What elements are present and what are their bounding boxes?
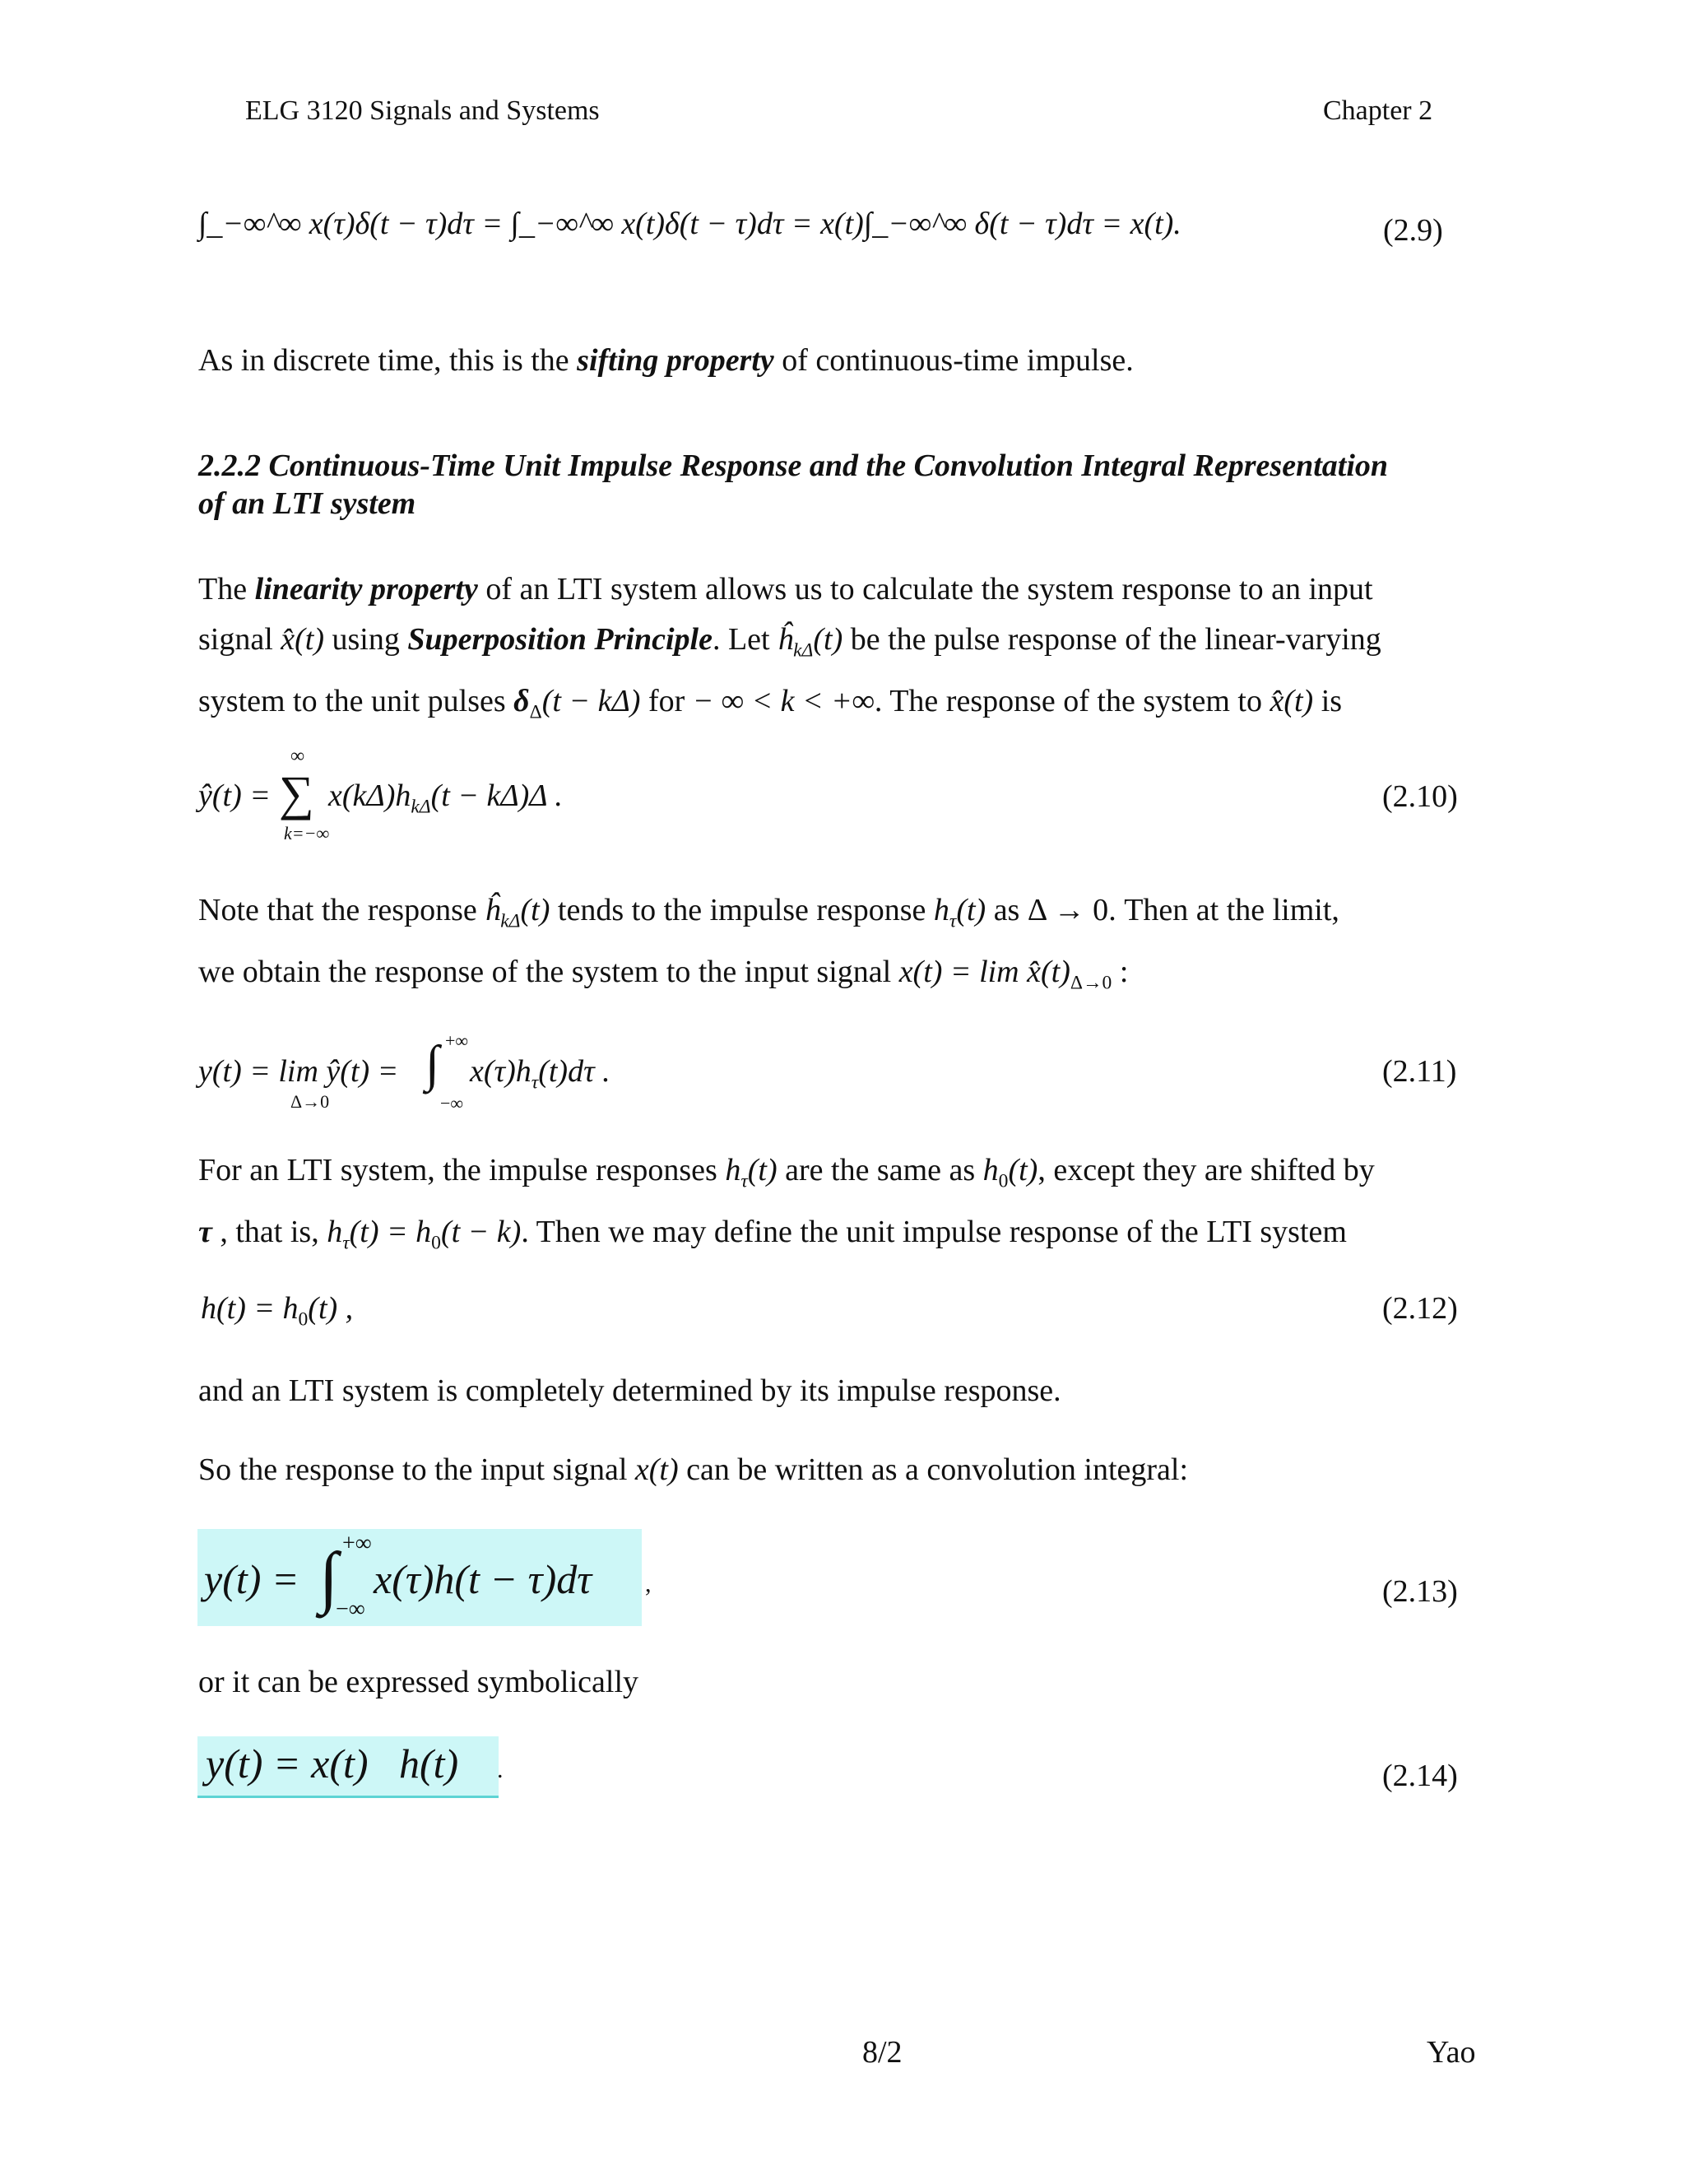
section-heading-line1: 2.2.2 Continuous-Time Unit Impulse Response and the Convolution Integral Representation [198, 448, 1389, 483]
header-course: ELG 3120 Signals and Systems [245, 95, 600, 126]
footer-author: Yao [1427, 2035, 1476, 2070]
equation-number-2-11: (2.11) [1382, 1054, 1457, 1089]
section-heading [198, 447, 1482, 523]
equation-2-14: y(t) = x(t) h(t) [206, 1740, 459, 1787]
symbolic-paragraph: or it can be expressed symbolically [198, 1665, 639, 1699]
equation-number-2-14: (2.14) [1382, 1759, 1458, 1793]
linearity-paragraph: The linearity property of an LTI system allows us to calculate the system response to an input signal x̂(t) using Superposition Principle. Let $ĥ_{k\Delta}(t)$ be the pulse response of the linear-varying system to the unit pulses $\delta_\Delta(t - k\Delta)$ for − ∞ < k < +∞. The response of the system to x̂(t) is [198, 572, 1381, 723]
equation-number-2-13: (2.13) [1382, 1574, 1458, 1609]
equation-number-2-10: (2.10) [1382, 779, 1458, 814]
sifting-term: sifting property [577, 343, 774, 378]
equation-2-14-period: . [497, 1756, 504, 1783]
section-heading-line2: of an LTI system [198, 486, 416, 521]
note-paragraph: Note that the response $ĥ_{k\Delta}(t)$ tends to the impulse response $h_\tau(t)$ as Δ → 0. Then at the limit, we obtain the response of the system to the input signal $x(t) = \lim x̂(t)_{\Delta\to 0}$ : [198, 893, 1339, 994]
integral-icon: ∫ [319, 1539, 339, 1615]
sum-icon: ∑ [279, 766, 314, 820]
sifting-paragraph: As in discrete time, this is the sifting property of continuous-time impulse. [198, 343, 1134, 378]
determined-paragraph: and an LTI system is completely determined by its impulse response. [198, 1373, 1061, 1408]
lti-paragraph: For an LTI system, the impulse responses $h_\tau(t)$ are the same as $h_0(t)$, except they are shifted by τ , that is, $h_\tau(t) = h_0(t - k)$. Then we may define the unit impulse response of the LTI system [198, 1153, 1375, 1254]
equation-2-9: ∫_−∞^∞ x(τ)δ(t − τ)dτ = ∫_−∞^∞ x(t)δ(t − τ)dτ = x(t)∫_−∞^∞ δ(t − τ)dτ = x(t). [198, 207, 1181, 241]
equation-2-14-underline [197, 1796, 499, 1798]
equation-number-2-9: (2.9) [1383, 213, 1443, 248]
header-chapter: Chapter 2 [1323, 95, 1433, 126]
equation-number-2-12: (2.12) [1382, 1291, 1458, 1326]
integral-icon: ∫ [425, 1036, 439, 1092]
convolution-intro-paragraph: So the response to the input signal x(t) can be written as a convolution integral: [198, 1452, 1189, 1487]
page-number: 8/2 [862, 2035, 903, 2070]
equation-2-12: $h(t) = h_0(t)$ , [201, 1291, 354, 1331]
